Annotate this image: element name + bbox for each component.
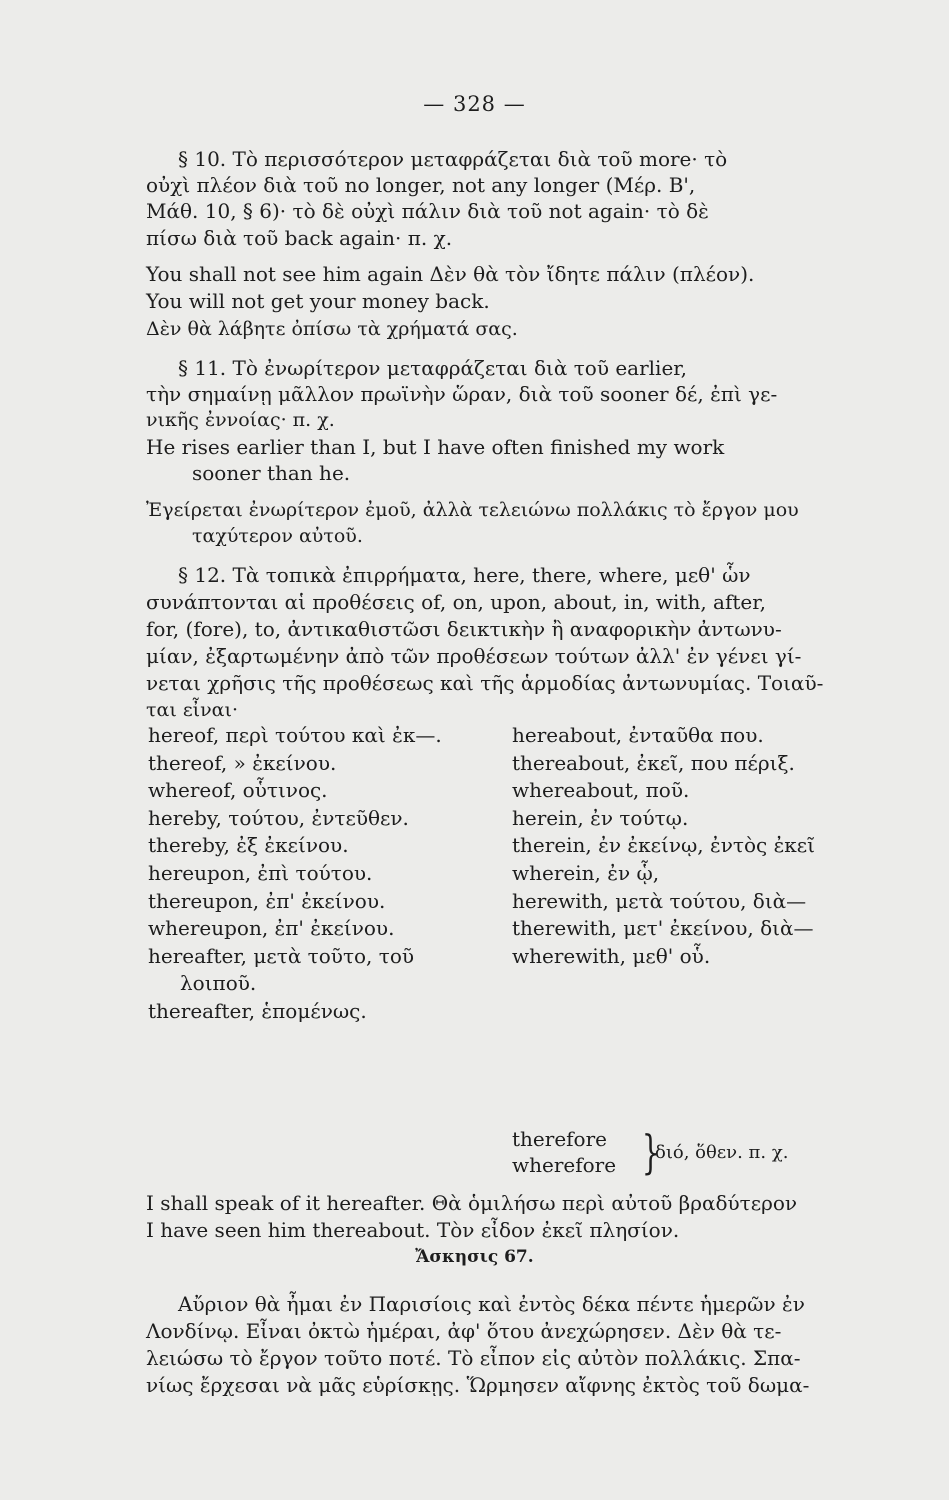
- glossary-entry: hereof, περὶ τούτου καὶ ἐκ—.: [148, 723, 442, 747]
- section12-line-1: § 12. Τὰ τοπικὰ ἐπιρρήματα, here, there, where, μεθ' ὧν: [178, 563, 751, 587]
- section11-example-gr-1: Ἐγείρεται ἐνωρίτερον ἐμοῦ, ἀλλὰ τελειώνω πολλάκις τὸ ἔργον μου: [146, 499, 799, 521]
- glossary-entry: thereby, ἐξ ἐκείνου.: [148, 833, 349, 858]
- section11-line-3: νικῆς ἐννοίας· π. χ.: [146, 409, 335, 431]
- glossary-entry: whereabout, ποῦ.: [512, 778, 690, 803]
- glossary-entry: hereupon, ἐπὶ τούτου.: [148, 860, 373, 885]
- section10-line-4: πίσω διὰ τοῦ back again· π. χ.: [146, 226, 453, 250]
- section11-example-gr-2: ταχύτερον αὐτοῦ.: [192, 525, 363, 547]
- glossary-entry: hereafter, μετὰ τοῦτο, τοῦ: [148, 943, 415, 968]
- glossary-entry: thereupon, ἐπ' ἐκείνου.: [148, 888, 386, 913]
- section11-line-2: τὴν σημαίνῃ μᾶλλον πρωϊνὴν ὥραν, διὰ τοῦ sooner δέ, ἐπὶ γε-: [146, 382, 778, 406]
- glossary-entry: whereupon, ἐπ' ἐκείνου.: [148, 916, 395, 941]
- glossary-entry: hereabout, ἐνταῦθα που.: [512, 723, 764, 747]
- glossary-entry: thereof, » ἐκείνου.: [148, 750, 337, 775]
- section11-example-en-1: He rises earlier than I, but I have often finished my work: [146, 435, 725, 459]
- glossary-entry: herewith, μετὰ τούτου, διὰ—: [512, 888, 807, 913]
- exercise-line-1: Αὔριον θὰ ἦμαι ἐν Παρισίοις καὶ ἐντὸς δέκα πέντε ἡμερῶν ἐν: [178, 1292, 805, 1316]
- glossary-entry: whereof, οὗτινος.: [148, 778, 328, 803]
- brace-words: [512, 1126, 616, 1178]
- brace-gloss: διό, ὅθεν. π. χ.: [655, 1142, 789, 1163]
- section11-line-1: § 11. Τὸ ἐνωρίτερον μεταφράζεται διὰ τοῦ earlier,: [178, 356, 688, 380]
- section10-example-en-1: You shall not see him again Δὲν θὰ τὸν ἴδητε πάλιν (πλέον).: [146, 262, 755, 286]
- glossary-entry: wherein, ἐν ᾧ,: [512, 860, 660, 885]
- page-number: — 328 —: [423, 92, 526, 116]
- right-glossary-column: [512, 722, 852, 970]
- section12-line-3: for, (fore), to, ἀντικαθιστῶσι δεικτικὴν ἢ αναφορικὴν ἀντωνυ-: [146, 617, 782, 641]
- example-line-2: I have seen him thereabout. Τὸν εἶδον ἐκεῖ πλησίον.: [146, 1218, 680, 1242]
- glossary-entry-continuation: λοιποῦ.: [180, 971, 257, 996]
- section10-line-2: οὐχὶ πλέον διὰ τοῦ no longer, not any longer (Μέρ. Β',: [146, 173, 696, 197]
- section10-line-3: Μάθ. 10, § 6)· τὸ δὲ οὐχὶ πάλιν διὰ τοῦ not again· τὸ δὲ: [146, 199, 709, 223]
- section10-example-gr: Δὲν θὰ λάβητε ὀπίσω τὰ χρήματά σας.: [146, 318, 518, 340]
- glossary-entry: hereby, τούτου, ἐντεῦθεν.: [148, 805, 409, 830]
- exercise-line-3: λειώσω τὸ ἔργον τοῦτο ποτέ. Τὸ εἶπον εἰς αὐτὸν πολλάκις. Σπα-: [146, 1346, 801, 1370]
- brace-word-wherefore: wherefore: [512, 1153, 617, 1177]
- brace-word-therefore: therefore: [512, 1127, 607, 1151]
- section10-line-1: § 10. Τὸ περισσότερον μεταφράζεται διὰ τοῦ more· τὸ: [178, 147, 728, 171]
- glossary-entry: therein, ἐν ἐκείνῳ, ἐντὸς ἐκεῖ: [512, 833, 815, 858]
- therefore-wherefore-group: [512, 1126, 852, 1182]
- section12-line-4: μίαν, ἐξαρτωμένην ἀπὸ τῶν προθέσεων τούτων ἀλλ' ἐν γένει γί-: [146, 644, 802, 668]
- curly-brace-icon: }: [641, 1125, 660, 1179]
- section12-line-6: ται εἶναι·: [146, 699, 238, 721]
- example-line-1: I shall speak of it hereafter. Θὰ ὁμιλήσω περὶ αὐτοῦ βραδύτερον: [146, 1191, 798, 1215]
- glossary-entry: therewith, μετ' ἐκείνου, διὰ—: [512, 916, 814, 941]
- glossary-entry: wherewith, μεθ' οὗ.: [512, 943, 711, 968]
- section12-line-5: νεται χρῆσις τῆς προθέσεως καὶ τῆς ἁρμοδίας ἀντωνυμίας. Τοιαῦ-: [146, 671, 824, 695]
- exercise-heading: Ἄσκησις 67.: [415, 1247, 534, 1267]
- glossary-entry: herein, ἐν τούτῳ.: [512, 805, 689, 830]
- exercise-line-2: Λονδίνῳ. Εἶναι ὀκτὼ ἡμέραι, ἀφ' ὅτου ἀνεχώρησεν. Δὲν θὰ τε-: [146, 1319, 782, 1343]
- section11-example-en-2: sooner than he.: [192, 461, 351, 485]
- section10-example-en-2: You will not get your money back.: [146, 289, 490, 313]
- exercise-line-4: νίως ἔρχεσαι νὰ μᾶς εὑρίσκῃς. Ὥρμησεν αἴφνης ἐκτὸς τοῦ δωμα-: [146, 1373, 810, 1397]
- section12-line-2: συνάπτονται αἱ προθέσεις of, on, upon, about, in, with, after,: [146, 590, 766, 614]
- left-glossary-column: [148, 722, 508, 1026]
- glossary-entry: thereafter, ἑπομένως.: [148, 998, 367, 1023]
- glossary-entry: thereabout, ἐκεῖ, που πέριξ.: [512, 750, 795, 775]
